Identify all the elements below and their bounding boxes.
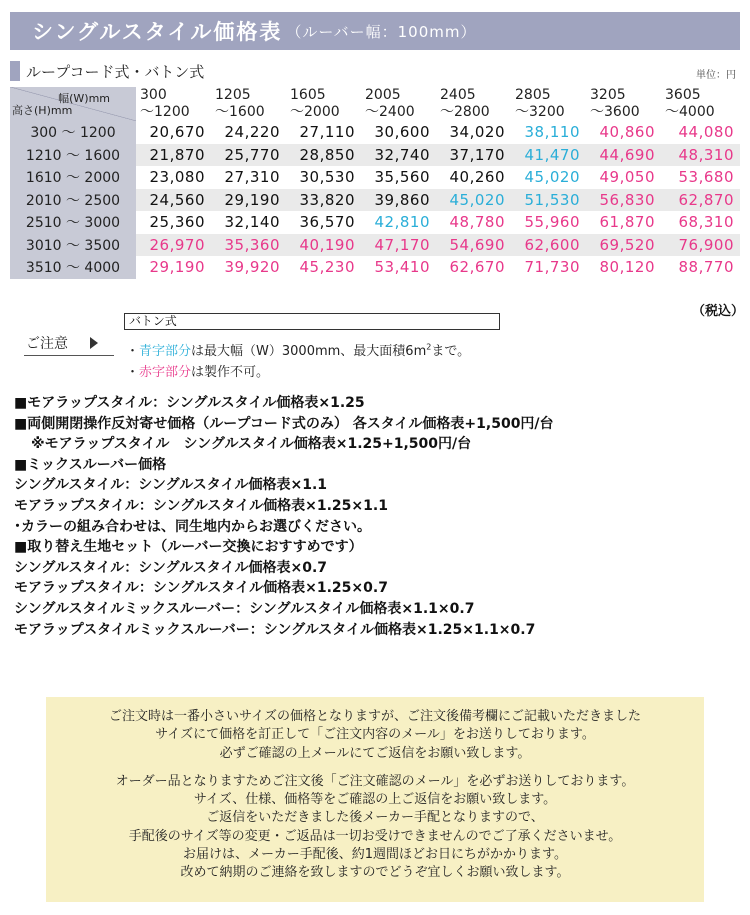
price-table bbox=[10, 87, 740, 279]
price-cell: 41,470 bbox=[511, 144, 586, 167]
price-cell: 62,870 bbox=[661, 189, 740, 212]
section-header bbox=[10, 60, 204, 82]
rule-line: モアラップスタイル：シングルスタイル価格表×1.25×1.1 bbox=[14, 497, 388, 514]
rule-line: シングルスタイル：シングルスタイル価格表×1.1 bbox=[14, 477, 328, 494]
price-cell: 42,810 bbox=[361, 211, 436, 234]
price-cell: 62,600 bbox=[511, 234, 586, 257]
rule-line: ■両側開閉操作反対寄せ価格（ループコード式のみ） 各スタイル価格表+1,500円/台 bbox=[14, 415, 554, 432]
rule-line: ■ミックスルーバー価格 bbox=[14, 456, 167, 473]
price-cell: 29,190 bbox=[211, 189, 286, 212]
price-cell: 54,690 bbox=[436, 234, 511, 257]
price-cell: 25,770 bbox=[211, 144, 286, 167]
note-line-blue: ・青字部分は最大幅（W）3000mm、最大面積$6m^2$まで。 bbox=[126, 342, 471, 359]
price-cell: 34,020 bbox=[436, 121, 511, 144]
row-header: 1610 ～ 2000 bbox=[10, 166, 136, 189]
price-cell: 24,560 bbox=[136, 189, 211, 212]
column-header: 2405 ～2800 bbox=[436, 87, 511, 121]
table-row bbox=[10, 144, 740, 167]
price-cell: 45,230 bbox=[286, 256, 361, 279]
table-corner bbox=[10, 87, 136, 121]
price-cell: 33,820 bbox=[286, 189, 361, 212]
price-cell: 36,570 bbox=[286, 211, 361, 234]
red-text-label: 赤字部分 bbox=[139, 365, 192, 380]
price-cell: 88,770 bbox=[661, 256, 740, 279]
price-cell: 55,960 bbox=[511, 211, 586, 234]
table-header-row bbox=[10, 87, 740, 121]
row-header: 1210 ～ 1600 bbox=[10, 144, 136, 167]
notice-line: サイズにて価格を訂正して「ご注文内容のメール」をお送りしております。 bbox=[155, 727, 595, 743]
rule-line: ■取り替え生地セット（ルーバー交換におすすめです） bbox=[14, 539, 363, 556]
price-cell: 48,780 bbox=[436, 211, 511, 234]
price-cell: 21,870 bbox=[136, 144, 211, 167]
price-cell: 24,220 bbox=[211, 121, 286, 144]
row-header: 2510 ～ 3000 bbox=[10, 211, 136, 234]
column-header: 2005 ～2400 bbox=[361, 87, 436, 121]
price-cell: 27,110 bbox=[286, 121, 361, 144]
price-cell: 45,020 bbox=[511, 166, 586, 189]
notice-line: ご返信をいただきました後メーカー手配となりますので、 bbox=[206, 810, 544, 826]
title-bar bbox=[10, 12, 740, 50]
rule-line: ※モアラップスタイル シングルスタイル価格表×1.25+1,500円/台 bbox=[31, 436, 472, 453]
unit-label: 単位：円 bbox=[696, 70, 736, 81]
price-cell: 30,600 bbox=[361, 121, 436, 144]
page-subtitle: （ルーバー幅：100mm） bbox=[286, 22, 477, 41]
column-header: 2805 ～3200 bbox=[511, 87, 586, 121]
batton-label-box: バトン式 bbox=[124, 313, 500, 330]
width-axis-label: 幅(W)mm bbox=[58, 92, 110, 105]
rule-line: ･カラーの組み合わせは、同生地内からお選びください。 bbox=[14, 518, 371, 535]
tax-note: （税込） bbox=[691, 304, 744, 319]
price-cell: 25,360 bbox=[136, 211, 211, 234]
price-cell: 48,310 bbox=[661, 144, 740, 167]
note-underline bbox=[24, 355, 114, 356]
price-cell: 39,860 bbox=[361, 189, 436, 212]
notice-line: 必ずご確認の上メールにてご返信をお願い致します。 bbox=[219, 745, 531, 761]
price-cell: 39,920 bbox=[211, 256, 286, 279]
notice-line: サイズ、仕様、価格等をご確認の上ご返信をお願い致します。 bbox=[193, 792, 557, 808]
rule-line: ■モアラップスタイル：シングルスタイル価格表×1.25 bbox=[14, 395, 365, 411]
play-arrow-icon bbox=[90, 337, 98, 349]
price-cell: 23,080 bbox=[136, 166, 211, 189]
column-header: 1605 ～2000 bbox=[286, 87, 361, 121]
price-cell: 53,410 bbox=[361, 256, 436, 279]
column-header: 1205 ～1600 bbox=[211, 87, 286, 121]
rule-line: モアラップスタイル：シングルスタイル価格表×1.25×0.7 bbox=[14, 580, 388, 597]
price-cell: 62,670 bbox=[436, 256, 511, 279]
page-title: シングルスタイル価格表 bbox=[32, 20, 283, 44]
price-cell: 44,080 bbox=[661, 121, 740, 144]
price-cell: 47,170 bbox=[361, 234, 436, 257]
table-row bbox=[10, 256, 740, 279]
height-axis-label: 高さ(H)mm bbox=[12, 104, 73, 117]
price-cell: 45,020 bbox=[436, 189, 511, 212]
price-cell: 27,310 bbox=[211, 166, 286, 189]
note-line-red: ・赤字部分は製作不可。 bbox=[126, 365, 270, 380]
row-header: 2010 ～ 2500 bbox=[10, 189, 136, 212]
pricing-rules bbox=[14, 393, 554, 640]
price-cell: 51,530 bbox=[511, 189, 586, 212]
price-cell: 40,860 bbox=[586, 121, 661, 144]
price-cell: 29,190 bbox=[136, 256, 211, 279]
price-cell: 49,050 bbox=[586, 166, 661, 189]
price-cell: 69,520 bbox=[586, 234, 661, 257]
table-row bbox=[10, 211, 740, 234]
section-marker bbox=[10, 61, 20, 81]
column-header: 3205 ～3600 bbox=[586, 87, 661, 121]
rule-line: シングルスタイル：シングルスタイル価格表×0.7 bbox=[14, 559, 328, 576]
price-cell: 71,730 bbox=[511, 256, 586, 279]
table-row bbox=[10, 234, 740, 257]
price-cell: 20,670 bbox=[136, 121, 211, 144]
rule-line: モアラップスタイルミックスルーバー：シングルスタイル価格表×1.25×1.1×0.7 bbox=[14, 621, 536, 638]
price-cell: 68,310 bbox=[661, 211, 740, 234]
price-cell: 40,190 bbox=[286, 234, 361, 257]
price-cell: 32,740 bbox=[361, 144, 436, 167]
price-cell: 26,970 bbox=[136, 234, 211, 257]
notice-line: お届けは、メーカー手配後、約1週間ほどお日にちがかかります。 bbox=[183, 847, 567, 863]
price-cell: 80,120 bbox=[586, 256, 661, 279]
note-label: ご注意 bbox=[26, 336, 68, 352]
price-cell: 28,850 bbox=[286, 144, 361, 167]
price-cell: 40,260 bbox=[436, 166, 511, 189]
section-label: ループコード式・バトン式 bbox=[26, 62, 205, 81]
price-cell: 44,690 bbox=[586, 144, 661, 167]
column-header: 300 ～1200 bbox=[136, 87, 211, 121]
column-header: 3605 ～4000 bbox=[661, 87, 740, 121]
price-cell: 37,170 bbox=[436, 144, 511, 167]
row-header: 3510 ～ 4000 bbox=[10, 256, 136, 279]
price-cell: 76,900 bbox=[661, 234, 740, 257]
price-cell: 35,360 bbox=[211, 234, 286, 257]
row-header: 3010 ～ 3500 bbox=[10, 234, 136, 257]
price-cell: 53,680 bbox=[661, 166, 740, 189]
price-cell: 32,140 bbox=[211, 211, 286, 234]
notice-line: オーダー品となりますためご注文後「ご注文確認のメール」を必ずお送りしております。 bbox=[115, 773, 635, 789]
notice-line: ご注文時は一番小さいサイズの価格となりますが、ご注文後備考欄にご記載いただきました bbox=[109, 709, 641, 724]
price-cell: 30,530 bbox=[286, 166, 361, 189]
price-cell: 35,560 bbox=[361, 166, 436, 189]
row-header: 300 ～ 1200 bbox=[10, 121, 136, 144]
notice-line: 改めて納期のご連絡を致しますのでどうぞ宜しくお願い致します。 bbox=[180, 865, 570, 881]
price-cell: 56,830 bbox=[586, 189, 661, 212]
table-row bbox=[10, 121, 740, 144]
notice-line: 手配後のサイズ等の変更・ご返品は一切お受けできませんのでご了承くださいませ。 bbox=[128, 828, 622, 844]
notice-box bbox=[46, 697, 704, 902]
table-row bbox=[10, 166, 740, 189]
rule-line: シングルスタイルミックスルーバー：シングルスタイル価格表×1.1×0.7 bbox=[14, 600, 475, 617]
price-cell: 38,110 bbox=[511, 121, 586, 144]
table-row bbox=[10, 189, 740, 212]
price-cell: 61,870 bbox=[586, 211, 661, 234]
blue-text-label: 青字部分 bbox=[139, 344, 192, 359]
